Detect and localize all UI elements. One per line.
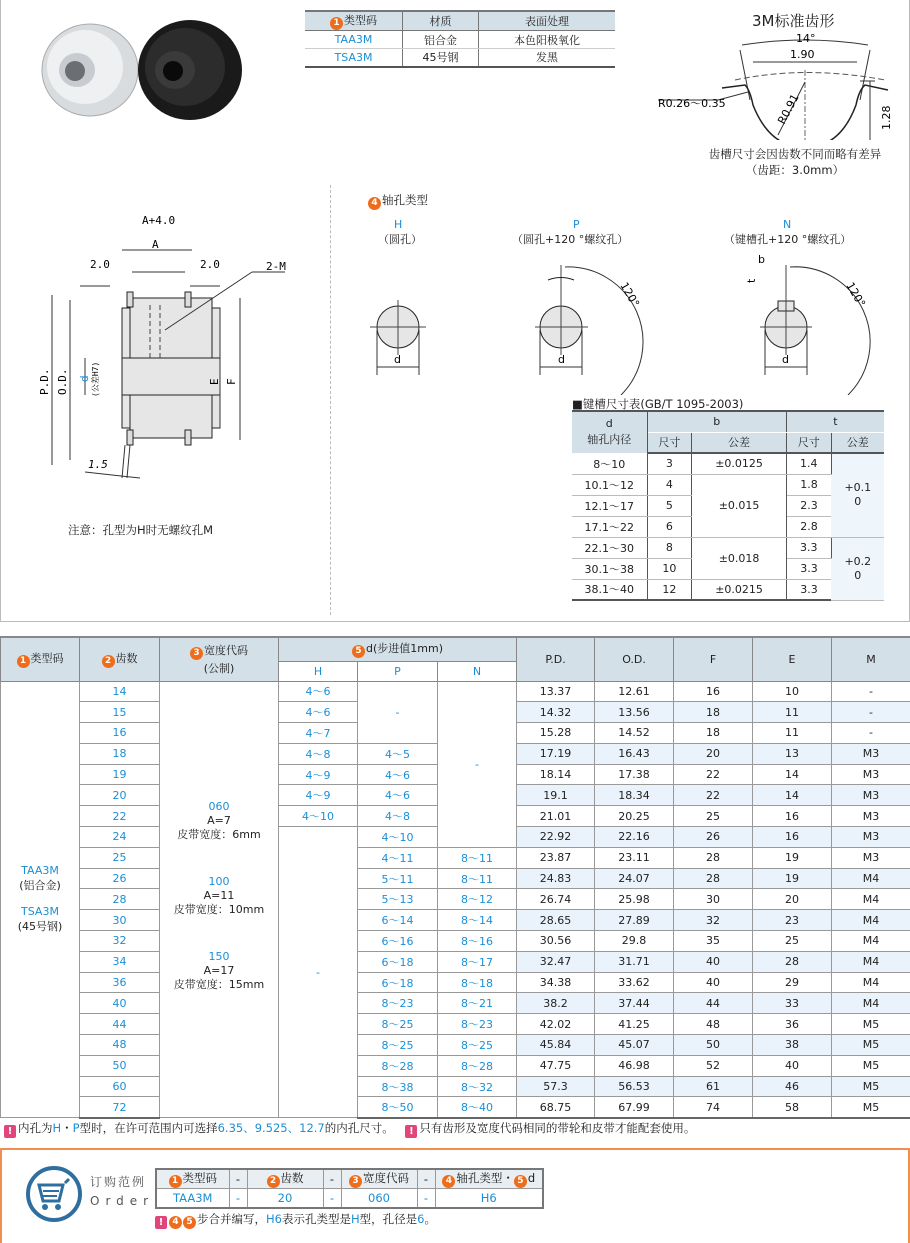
warning-icon: ! <box>405 1125 417 1138</box>
od-cell: 14.52 <box>595 723 674 744</box>
order-title-en: Order <box>90 1194 155 1208</box>
table-row: TAA3M 铝合金 本色阳极氧化 <box>305 31 615 49</box>
svg-text:d: d <box>558 353 565 366</box>
bore-p-cell: 4～11 <box>358 847 438 868</box>
pd-cell: 17.19 <box>517 743 595 764</box>
teeth-cell: 16 <box>80 723 160 744</box>
e-cell: 58 <box>753 1097 832 1118</box>
bore-n-cell: 8～18 <box>438 972 517 993</box>
od-cell: 23.11 <box>595 847 674 868</box>
m-cell: M5 <box>832 1055 910 1076</box>
f-cell: 52 <box>674 1055 753 1076</box>
bore-h-cell: 4～10 <box>279 806 358 827</box>
teeth-cell: 40 <box>80 993 160 1014</box>
od-cell: 45.07 <box>595 1035 674 1056</box>
teeth-cell: 72 <box>80 1097 160 1118</box>
f-cell: 22 <box>674 764 753 785</box>
teeth-cell: 30 <box>80 910 160 931</box>
e-cell: 13 <box>753 743 832 764</box>
teeth-cell: 25 <box>80 847 160 868</box>
table-row <box>1 1035 910 1056</box>
root-radius-label: R0.26～0.35 <box>658 97 726 110</box>
f-cell: 74 <box>674 1097 753 1118</box>
m-cell: - <box>832 702 910 723</box>
svg-text:F: F <box>225 378 238 385</box>
table-row <box>1 972 910 993</box>
radius-label: R0.91 <box>775 91 802 127</box>
m-cell: - <box>832 681 910 702</box>
bore-p-cell: 4～10 <box>358 827 438 848</box>
bore-n-cell: 8～14 <box>438 910 517 931</box>
pd-cell: 19.1 <box>517 785 595 806</box>
table-row <box>1 847 910 868</box>
table-row <box>1 1055 910 1076</box>
key-table-title: ■键槽尺寸表(GB/T 1095-2003) <box>572 397 744 411</box>
od-cell: 12.61 <box>595 681 674 702</box>
col-finish: 表面处理 <box>478 11 615 31</box>
svg-text:2-M: 2-M <box>266 260 286 273</box>
table-row: 12.1～17 5 2.3 <box>572 495 884 516</box>
f-cell: 20 <box>674 743 753 764</box>
e-cell: 46 <box>753 1076 832 1097</box>
bore-p-cell: 4～5 <box>358 743 438 764</box>
tooth-profile-diagram <box>650 30 900 140</box>
teeth-cell: 18 <box>80 743 160 764</box>
bore-note: 注意：孔型为H时无螺纹孔M <box>68 523 214 537</box>
pd-cell: 15.28 <box>517 723 595 744</box>
m-cell: M4 <box>832 889 910 910</box>
f-cell: 22 <box>674 785 753 806</box>
teeth-cell: 44 <box>80 1014 160 1035</box>
bore-p-cell: 4～6 <box>358 764 438 785</box>
od-cell: 22.16 <box>595 827 674 848</box>
pd-cell: 42.02 <box>517 1014 595 1035</box>
bore-p-cell: 8～25 <box>358 1035 438 1056</box>
e-cell: 25 <box>753 931 832 952</box>
steel-pulley-image <box>138 20 242 120</box>
order-table: 1 类型码 - 2 齿数 - 3 宽度代码 - 4 轴孔类型・ 5 d TAA3M - 20 - 060 - H6 <box>155 1168 544 1209</box>
bore-n-cell: 8～25 <box>438 1035 517 1056</box>
bore-p-cell: 8～23 <box>358 993 438 1014</box>
e-cell: 16 <box>753 827 832 848</box>
bore-p-cell: 5～13 <box>358 889 438 910</box>
bore-n-cell: 8～21 <box>438 993 517 1014</box>
pd-cell: 21.01 <box>517 806 595 827</box>
table-row <box>1 931 910 952</box>
aluminum-pulley-image <box>42 24 138 116</box>
table-row: TSA3M 45号钢 发黑 <box>305 49 615 67</box>
bore-type-diagrams <box>330 245 890 395</box>
f-cell: 44 <box>674 993 753 1014</box>
m-cell: M3 <box>832 827 910 848</box>
pd-cell: 45.84 <box>517 1035 595 1056</box>
product-spec-table: 1 类型码 2 齿数 3 宽度代码 (公制) 5 d(步进值1mm) P.D. O.D. F E M H P N TAA3M (铝合金) TSA3M (45号钢) 14 060 A=7 皮带宽度：6mm 100 A=11 皮带宽度：10mm 150 A=17 皮带宽度：15mm 4～6 - - 13.37 12.61 16 10 - 15 4～6 14.32 13.56 18 11 - 16 4～7 15.28 14.52 18 11 - 18 4～8 4～5 17.19 16.43 20 13 M3 19 4～9 4～6 18.14 17.38 22 14 M3 20 4～9 4～6 19.1 18.34 22 14 M3 22 4～10 4～8 21.01 20.25 25 16 M3 24 - 4～10 22.92 22.16 26 16 M3 25 4～11 8～11 23.87 23.11 28 19 M3 26 5～11 8～11 24.83 24.07 28 19 M4 28 5～13 8～12 26.74 25.98 30 20 M4 30 6～14 8～14 28.65 27.89 32 23 M4 32 6～16 8～16 30.56 29.8 35 25 M4 34 6～18 8～17 32.47 31.71 40 28 M4 36 6～18 8～18 34.38 33.62 40 29 M4 40 8～23 8～21 38.2 37.44 44 33 M4 44 8～25 8～23 42.02 41.25 48 36 M5 48 8～25 8～25 45.84 45.07 50 38 M5 50 8～28 8～28 47.75 46.98 52 40 M5 60 8～38 8～32 57.3 56.53 61 46 M5 72 8～50 8～40 68.75 67.99 74 58 M5 <box>0 636 910 1119</box>
od-cell: 31.71 <box>595 951 674 972</box>
table-row <box>1 1076 910 1097</box>
teeth-cell: 26 <box>80 868 160 889</box>
f-cell: 35 <box>674 931 753 952</box>
tooth-profile-title: 3M标准齿形 <box>752 12 835 30</box>
bore-n-cell: 8～40 <box>438 1097 517 1118</box>
f-cell: 48 <box>674 1014 753 1035</box>
bore-p-cell: 6～18 <box>358 951 438 972</box>
bore-p-cell: 8～50 <box>358 1097 438 1118</box>
svg-text:1.5: 1.5 <box>88 458 108 471</box>
od-cell: 27.89 <box>595 910 674 931</box>
table-row: 22.1～30 8 ±0.018 3.3 +0.2 0 <box>572 537 884 558</box>
teeth-cell: 28 <box>80 889 160 910</box>
teeth-cell: 36 <box>80 972 160 993</box>
width-code-150: 150 A=17 皮带宽度：15mm <box>173 949 265 991</box>
m-cell: M5 <box>832 1097 910 1118</box>
m-cell: M4 <box>832 951 910 972</box>
f-cell: 28 <box>674 847 753 868</box>
m-cell: M3 <box>832 785 910 806</box>
f-cell: 18 <box>674 702 753 723</box>
f-cell: 25 <box>674 806 753 827</box>
type-code-cell: TAA3M (铝合金) TSA3M (45号钢) <box>1 681 80 1118</box>
tooth-profile-note: 齿槽尺寸会因齿数不同而略有差异 （齿距：3.0mm） <box>708 147 882 177</box>
e-cell: 36 <box>753 1014 832 1035</box>
bore-p-cell: 5～11 <box>358 868 438 889</box>
od-cell: 20.25 <box>595 806 674 827</box>
teeth-cell: 14 <box>80 681 160 702</box>
svg-text:P.D.: P.D. <box>38 368 51 395</box>
svg-text:E: E <box>208 378 221 385</box>
pd-cell: 24.83 <box>517 868 595 889</box>
od-cell: 17.38 <box>595 764 674 785</box>
f-cell: 32 <box>674 910 753 931</box>
f-cell: 18 <box>674 723 753 744</box>
m-cell: M5 <box>832 1076 910 1097</box>
m-cell: M4 <box>832 972 910 993</box>
e-cell: 29 <box>753 972 832 993</box>
bore-n-cell: 8～12 <box>438 889 517 910</box>
od-cell: 56.53 <box>595 1076 674 1097</box>
f-cell: 26 <box>674 827 753 848</box>
teeth-cell: 34 <box>80 951 160 972</box>
bore-p-cell: 6～18 <box>358 972 438 993</box>
table-row <box>1 910 910 931</box>
svg-text:120°: 120° <box>617 280 642 310</box>
bore-n-cell: 8～17 <box>438 951 517 972</box>
m-cell: M3 <box>832 847 910 868</box>
pd-cell: 68.75 <box>517 1097 595 1118</box>
bore-p-cell: 6～16 <box>358 931 438 952</box>
table-row <box>1 868 910 889</box>
table-row: 38.1～40 12 ±0.0215 3.3 <box>572 579 884 600</box>
svg-text:b: b <box>758 253 765 266</box>
order-note: ! 4 5 步合并编写，H6表示孔类型是H型，孔径是6。 <box>155 1211 436 1229</box>
bore-h-cell: 4～7 <box>279 723 358 744</box>
svg-text:O.D.: O.D. <box>56 368 69 395</box>
m-cell: M5 <box>832 1035 910 1056</box>
pd-cell: 32.47 <box>517 951 595 972</box>
table-row <box>1 1014 910 1035</box>
bore-n-cell: 8～32 <box>438 1076 517 1097</box>
f-cell: 61 <box>674 1076 753 1097</box>
teeth-cell: 24 <box>80 827 160 848</box>
bore-p-cell: 8～28 <box>358 1055 438 1076</box>
od-cell: 24.07 <box>595 868 674 889</box>
table-row <box>1 993 910 1014</box>
svg-text:A+4.0: A+4.0 <box>142 214 176 227</box>
m-cell: M3 <box>832 806 910 827</box>
e-cell: 10 <box>753 681 832 702</box>
svg-text:120°: 120° <box>843 280 868 310</box>
e-cell: 33 <box>753 993 832 1014</box>
bore-type-p: P <box>573 218 580 231</box>
od-cell: 18.34 <box>595 785 674 806</box>
f-cell: 28 <box>674 868 753 889</box>
svg-text:d: d <box>782 353 789 366</box>
svg-text:2.0: 2.0 <box>200 258 220 271</box>
col-material: 材质 <box>403 11 479 31</box>
table-row: 8～10 3 ±0.0125 1.4 +0.1 0 <box>572 453 884 474</box>
e-cell: 14 <box>753 764 832 785</box>
bore-p-cell: 8～25 <box>358 1014 438 1035</box>
od-cell: 46.98 <box>595 1055 674 1076</box>
bore-n-cell: 8～11 <box>438 847 517 868</box>
table-row: TAA3M (铝合金) TSA3M (45号钢) 14 060 A=7 皮带宽度：6mm 100 A=11 皮带宽度：10mm 150 A=17 皮带宽度：15mm 4～6 - - 13.37 12.61 16 10 - <box>1 681 910 702</box>
od-cell: 13.56 <box>595 702 674 723</box>
e-cell: 23 <box>753 910 832 931</box>
m-cell: M3 <box>832 764 910 785</box>
pd-cell: 13.37 <box>517 681 595 702</box>
m-cell: M5 <box>832 1014 910 1035</box>
pd-cell: 47.75 <box>517 1055 595 1076</box>
width-code-cell <box>160 681 279 1118</box>
bore-p-cell: 4～6 <box>358 785 438 806</box>
svg-text:(公差H7): (公差H7) <box>91 361 100 397</box>
width-code-060: 060 A=7 皮带宽度：6mm <box>177 799 261 841</box>
e-cell: 11 <box>753 723 832 744</box>
teeth-cell: 60 <box>80 1076 160 1097</box>
e-cell: 19 <box>753 868 832 889</box>
od-cell: 37.44 <box>595 993 674 1014</box>
bore-p-cell: 4～8 <box>358 806 438 827</box>
od-cell: 25.98 <box>595 889 674 910</box>
f-cell: 30 <box>674 889 753 910</box>
e-cell: 40 <box>753 1055 832 1076</box>
bore-p-cell: 6～14 <box>358 910 438 931</box>
warning-icon: ! <box>4 1125 16 1138</box>
bore-types-title: 4 轴孔类型 <box>368 192 428 210</box>
m-cell: M4 <box>832 868 910 889</box>
od-cell: 16.43 <box>595 743 674 764</box>
od-cell: 67.99 <box>595 1097 674 1118</box>
bore-p-cell: 8～38 <box>358 1076 438 1097</box>
m-cell: M3 <box>832 743 910 764</box>
bore-n-cell: 8～23 <box>438 1014 517 1035</box>
e-cell: 14 <box>753 785 832 806</box>
key-dimension-table: d 轴孔内径 b t 尺寸 公差 尺寸 公差 8～10 3 ±0.0125 1.4 +0.1 0 10.1～12 4 ±0.015 1.8 12.1～17 5 2.3 17.1～22 6 2.8 22.1～30 8 ±0.018 3.3 +0.2 0 30.1～38 10 3.3 38.1～40 12 ±0.0215 3.3 <box>572 410 884 601</box>
bore-h-cell: 4～9 <box>279 785 358 806</box>
width-code-100: 100 A=11 皮带宽度：10mm <box>173 874 265 916</box>
bore-n-cell: 8～11 <box>438 868 517 889</box>
product-photo <box>15 15 285 135</box>
teeth-cell: 22 <box>80 806 160 827</box>
table-row: 10.1～12 4 ±0.015 1.8 <box>572 474 884 495</box>
bore-type-h: H <box>394 218 403 231</box>
pd-cell: 23.87 <box>517 847 595 868</box>
od-cell: 29.8 <box>595 931 674 952</box>
angle-label: 14° <box>796 32 816 45</box>
table-row <box>1 889 910 910</box>
m-cell: M4 <box>832 931 910 952</box>
teeth-cell: 32 <box>80 931 160 952</box>
pd-cell: 34.38 <box>517 972 595 993</box>
col-type: 1 类型码 <box>305 11 403 31</box>
table-row: 17.1～22 6 2.8 <box>572 516 884 537</box>
bore-h-cell: 4～9 <box>279 764 358 785</box>
pulley-dimension-drawing <box>30 210 310 500</box>
pd-cell: 57.3 <box>517 1076 595 1097</box>
svg-text:2.0: 2.0 <box>90 258 110 271</box>
pd-cell: 22.92 <box>517 827 595 848</box>
table-row <box>1 1097 910 1118</box>
e-cell: 20 <box>753 889 832 910</box>
e-cell: 28 <box>753 951 832 972</box>
pd-cell: 14.32 <box>517 702 595 723</box>
svg-text:t: t <box>745 278 758 283</box>
bore-n-cell: 8～16 <box>438 931 517 952</box>
bore-h-cell: 4～6 <box>279 702 358 723</box>
pd-cell: 30.56 <box>517 931 595 952</box>
depth-label: 1.28 <box>880 105 893 130</box>
bore-type-n: N <box>783 218 792 231</box>
bore-h-cell: 4～8 <box>279 743 358 764</box>
table-row: 24 - 4～10 22.92 22.16 26 16 M3 <box>1 827 910 848</box>
od-cell: 33.62 <box>595 972 674 993</box>
f-cell: 16 <box>674 681 753 702</box>
pd-cell: 38.2 <box>517 993 595 1014</box>
e-cell: 19 <box>753 847 832 868</box>
table-row <box>1 951 910 972</box>
pd-cell: 28.65 <box>517 910 595 931</box>
f-cell: 40 <box>674 951 753 972</box>
table-row: 30.1～38 10 3.3 <box>572 558 884 579</box>
m-cell: - <box>832 723 910 744</box>
cart-icon <box>25 1165 83 1223</box>
order-title: 订购范例 <box>90 1175 147 1189</box>
svg-text:d: d <box>78 375 91 382</box>
e-cell: 16 <box>753 806 832 827</box>
e-cell: 38 <box>753 1035 832 1056</box>
teeth-cell: 50 <box>80 1055 160 1076</box>
svg-text:A: A <box>152 238 159 251</box>
m-cell: M4 <box>832 993 910 1014</box>
m-cell: M4 <box>832 910 910 931</box>
notes: ! 内孔为H・P型时，在许可范围内可选择6.35、9.525、12.7的内孔尺寸。 ! 只有齿形及宽度代码相同的带轮和皮带才能配套使用。 <box>4 1120 695 1138</box>
e-cell: 11 <box>753 702 832 723</box>
od-cell: 41.25 <box>595 1014 674 1035</box>
width-label: 1.90 <box>790 48 815 61</box>
pd-cell: 18.14 <box>517 764 595 785</box>
f-cell: 40 <box>674 972 753 993</box>
teeth-cell: 19 <box>80 764 160 785</box>
teeth-cell: 15 <box>80 702 160 723</box>
teeth-cell: 20 <box>80 785 160 806</box>
teeth-cell: 48 <box>80 1035 160 1056</box>
material-table <box>305 10 615 68</box>
svg-text:d: d <box>394 353 401 366</box>
bore-n-cell: 8～28 <box>438 1055 517 1076</box>
f-cell: 50 <box>674 1035 753 1056</box>
pd-cell: 26.74 <box>517 889 595 910</box>
bore-h-cell: 4～6 <box>279 681 358 702</box>
